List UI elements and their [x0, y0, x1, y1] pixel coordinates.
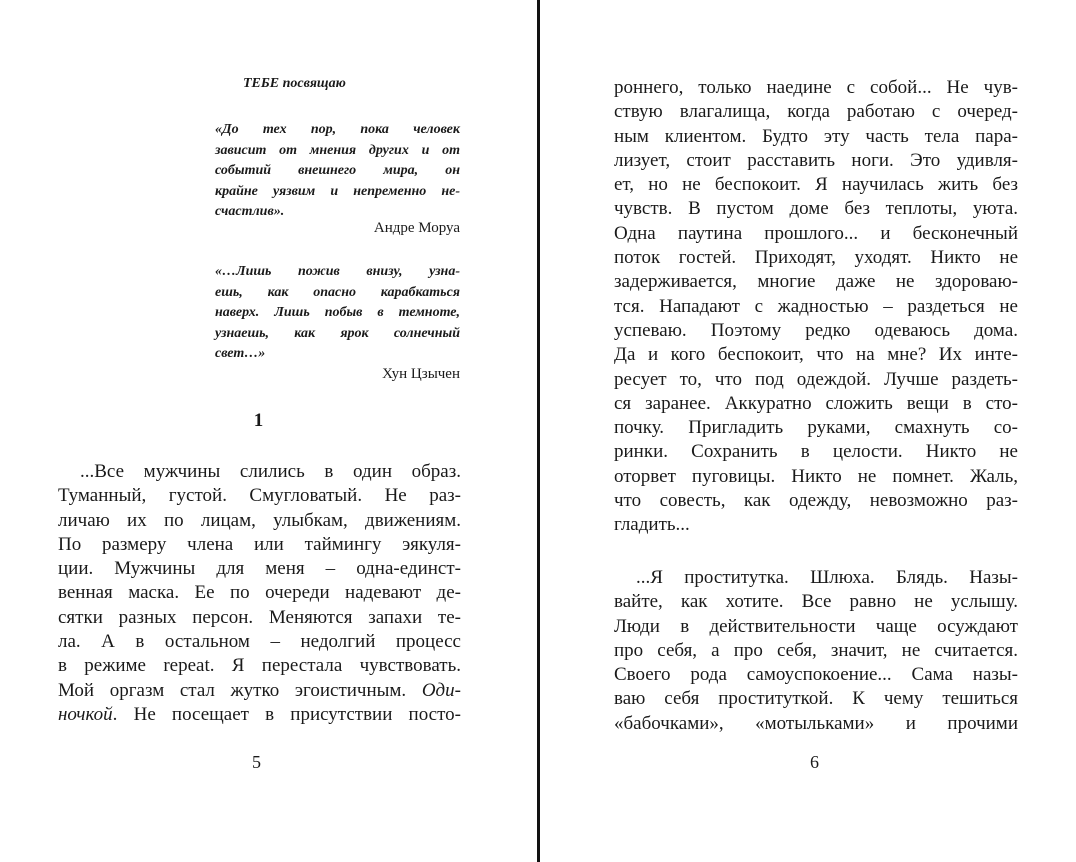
epigraph-author: Хун Цзычен	[382, 366, 460, 382]
epigraph-line: событий внешнего мира, он	[215, 163, 460, 178]
text-line: про себя, а про себя, значит, не считается.	[614, 639, 1018, 661]
page-number: 5	[252, 752, 261, 772]
text-line: ным клиентом. Будто эту часть тела пара-	[614, 125, 1018, 147]
text-line: «бабочками», «мотыльками» и прочими	[614, 712, 1018, 734]
text-line: Одна паутина прошлого... и бесконечный	[614, 222, 1018, 244]
epigraph-moruа	[215, 120, 460, 223]
epigraph-line: наверх. Лишь побыв в темноте,	[215, 305, 460, 320]
epigraph-line: счастлив».	[215, 204, 285, 219]
text-line: Да и кого беспокоит, что на мне? Их инте-	[614, 344, 1018, 366]
text-line	[58, 679, 461, 703]
text-line: ...Я проститутка. Шлюха. Блядь. Назы-	[636, 567, 1018, 588]
epigraph-line: ешь, как опасно карабкаться	[215, 284, 460, 300]
text-line: что совесть, как одежду, невозможно раз-	[614, 490, 1018, 512]
epigraph-line: свет…»	[215, 346, 266, 361]
chapter-number: 1	[253, 410, 264, 431]
text-line: ...Все мужчины слились в один образ.	[80, 461, 461, 482]
epigraph-line: узнаешь, как ярок солнечный	[215, 325, 460, 341]
text-line: почку. Пригладить руками, смахнуть со-	[614, 417, 1018, 439]
epigraph-hun-zichen	[215, 262, 460, 365]
text-line: ла. А в остальном – недолгий процесс	[58, 631, 461, 653]
italic-fragment: Оди-	[421, 679, 461, 701]
text-line: венная маска. Ее по очереди надевают де-	[58, 582, 461, 604]
right-page	[540, 0, 1076, 862]
text-fragment: Мой оргазм стал жутко эгоистичным.	[58, 679, 422, 701]
text-line: ции. Мужчины для меня – одна-единст-	[58, 558, 461, 580]
epigraph-line: «До тех пор, пока человек	[215, 122, 460, 137]
text-line: оторвет пуговицы. Никто не помнет. Жаль,	[614, 465, 1018, 487]
text-line: задерживается, многие даже не здороваю-	[614, 271, 1018, 293]
text-line: Своего рода самоуспокоение... Сама назы-	[614, 664, 1018, 686]
epigraph-line: зависит от мнения других и от	[215, 142, 460, 158]
text-line: Люди в действительности чаще осуждают	[614, 615, 1018, 637]
body-text	[58, 460, 461, 727]
text-line: успеваю. Поэтому редко одеваюсь дома.	[614, 319, 1018, 341]
epigraph-line: «…Лишь пожив внизу, узна-	[215, 264, 460, 279]
text-line: сятки разных персон. Меняются запахи те-	[58, 606, 461, 628]
italic-fragment: ночкой	[58, 703, 113, 725]
text-line: ствую влагалища, когда работаю с очеред-	[614, 101, 1018, 123]
text-line: По размеру члена или таймингу эякуля-	[58, 533, 461, 555]
text-line: ет, но не беспокоит. Я научилась жить без	[614, 174, 1018, 196]
text-line: роннего, только наедине с собой... Не чув-	[614, 77, 1018, 98]
body-text	[614, 76, 1018, 538]
left-page	[0, 0, 537, 862]
text-line: Туманный, густой. Смугловатый. Не раз-	[58, 485, 461, 507]
text-line: ночкой. Не посещает в присутствии посто-	[58, 703, 461, 725]
text-line: ся заранее. Аккуратно сложить вещи в сто-	[614, 392, 1018, 414]
text-line: ринки. Сохранить в целости. Никто не	[614, 441, 1018, 463]
text-line: вайте, как хотите. Все равно не услышу.	[614, 591, 1018, 613]
text-line: в режиме repeat. Я перестала чувствовать.	[58, 655, 461, 677]
page-number: 6	[810, 752, 819, 772]
text-line: поток гостей. Приходят, уходят. Никто не	[614, 247, 1018, 269]
dedication: ТЕБЕ посвящаю	[243, 76, 346, 91]
body-text	[614, 566, 1018, 736]
text-line: гладить...	[614, 514, 690, 536]
text-line: чувств. В пустом доме без теплоты, уюта.	[614, 198, 1018, 220]
epigraph-line: крайне уязвим и непременно не-	[215, 183, 460, 199]
text-line: лизует, стоит расставить ноги. Это удивля-	[614, 149, 1018, 171]
text-line: ресует то, что под одеждой. Лучше раздеть-	[614, 368, 1018, 390]
epigraph-author: Андре Моруа	[373, 220, 460, 236]
text-line: тся. Нападают с жадностью – раздеться не	[614, 295, 1018, 317]
text-line: ваю себя проституткой. К чему тешиться	[614, 688, 1018, 710]
text-line: личаю их по лицам, улыбкам, движениям.	[58, 509, 461, 531]
